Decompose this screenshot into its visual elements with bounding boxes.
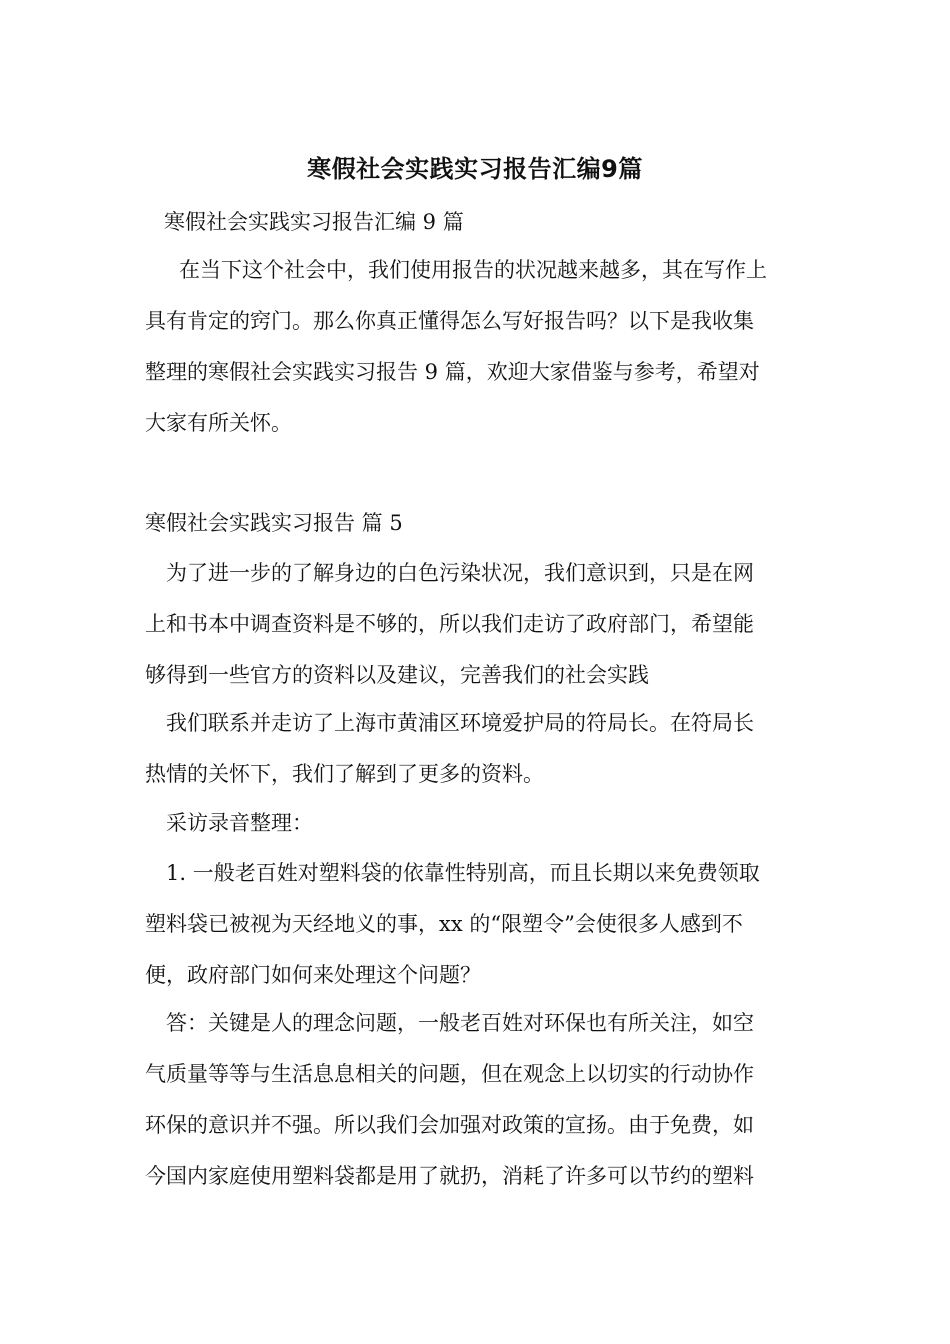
intro-line: 整理的寒假社会实践实习报告 9 篇，欢迎大家借鉴与参考，希望对 [145, 360, 760, 384]
intro-paragraph [145, 245, 810, 449]
paragraph-line: 热情的关怀下，我们了解到了更多的资料。 [145, 762, 544, 786]
question-line: 1. 一般老百姓对塑料袋的依靠性特别高，而且长期以来免费领取 [166, 861, 760, 885]
question-line: 便，政府部门如何来处理这个问题？ [145, 963, 481, 987]
intro-line: 大家有所关怀。 [145, 411, 292, 435]
answer-line: 答：关键是人的理念问题，一般老百姓对环保也有所关注，如空 [166, 1011, 754, 1035]
answer-line: 气质量等等与生活息息相关的问题，但在观念上以切实的行动协作 [145, 1062, 754, 1086]
paragraph-line: 上和书本中调查资料是不够的，所以我们走访了政府部门，希望能 [145, 612, 754, 636]
intro-line: 具有肯定的窍门。那么你真正懂得怎么写好报告吗？以下是我收集 [145, 309, 754, 333]
question-line: 塑料袋已被视为天经地义的事，xx 的“限塑令”会使很多人感到不 [145, 912, 743, 936]
section-heading [145, 498, 810, 549]
intro-line: 在当下这个社会中，我们使用报告的状况越来越多，其在写作上 [179, 258, 767, 282]
answer-line: 环保的意识并不强。所以我们会加强对政策的宣扬。由于免费，如 [145, 1113, 754, 1137]
paragraph-line: 够得到一些官方的资料以及建议，完善我们的社会实践 [145, 663, 649, 687]
paragraph-interview-label [145, 798, 810, 849]
document-subtitle [145, 197, 810, 248]
subtitle-line: 寒假社会实践实习报告汇编 9 篇 [164, 210, 464, 234]
answer-line: 今国内家庭使用塑料袋都是用了就扔，消耗了许多可以节约的塑料 [145, 1164, 754, 1188]
paragraph-contact [145, 698, 810, 800]
paragraph-visit-intro [145, 548, 810, 701]
question-1 [145, 848, 810, 1001]
answer-1 [145, 998, 810, 1202]
paragraph-line: 采访录音整理： [166, 811, 313, 835]
section-heading-text: 寒假社会实践实习报告 篇 5 [145, 511, 403, 535]
paragraph-line: 我们联系并走访了上海市黄浦区环境爱护局的符局长。在符局长 [166, 711, 754, 735]
document-title: 寒假社会实践实习报告汇编9篇 [307, 155, 643, 183]
paragraph-line: 为了进一步的了解身边的白色污染状况，我们意识到，只是在网 [166, 561, 754, 585]
